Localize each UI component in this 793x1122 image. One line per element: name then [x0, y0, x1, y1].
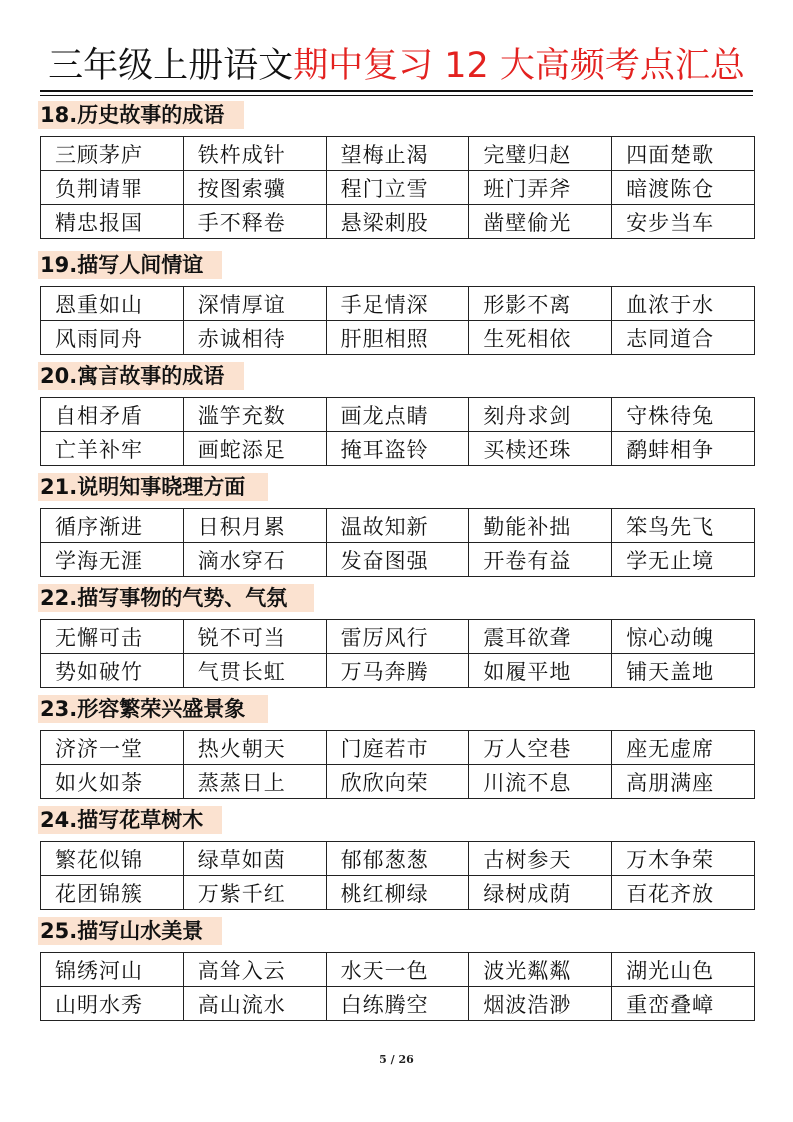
idiom-cell: 按图索骥	[183, 171, 326, 205]
idiom-table	[40, 397, 755, 466]
page-title	[40, 40, 753, 92]
section-heading	[40, 472, 756, 502]
section-heading	[40, 694, 756, 724]
idiom-cell: 发奋图强	[326, 543, 469, 577]
section-heading-text: 21.说明知事晓理方面	[40, 475, 246, 499]
table-row	[41, 171, 755, 205]
idiom-cell: 守株待兔	[612, 398, 755, 432]
section-heading-text: 25.描写山水美景	[40, 919, 204, 943]
idiom-cell: 买椟还珠	[469, 432, 612, 466]
section-heading	[40, 916, 756, 946]
idiom-cell: 精忠报国	[41, 205, 184, 239]
section-8	[40, 916, 756, 1021]
idiom-cell: 形影不离	[469, 287, 612, 321]
table-row	[41, 205, 755, 239]
idiom-cell: 掩耳盗铃	[326, 432, 469, 466]
idiom-cell: 重峦叠嶂	[612, 987, 755, 1021]
idiom-cell: 古树参天	[469, 842, 612, 876]
idiom-cell: 万马奔腾	[326, 654, 469, 688]
idiom-cell: 无懈可击	[41, 620, 184, 654]
idiom-cell: 惊心动魄	[612, 620, 755, 654]
idiom-cell: 湖光山色	[612, 953, 755, 987]
title-grade-part: 三年级上册语文	[48, 46, 294, 86]
idiom-cell: 深情厚谊	[183, 287, 326, 321]
section-heading-text: 19.描写人间情谊	[40, 253, 204, 277]
idiom-cell: 学无止境	[612, 543, 755, 577]
idiom-cell: 刻舟求剑	[469, 398, 612, 432]
idiom-cell: 三顾茅庐	[41, 137, 184, 171]
table-row	[41, 842, 755, 876]
idiom-cell: 日积月累	[183, 509, 326, 543]
idiom-cell: 生死相依	[469, 321, 612, 355]
idiom-cell: 开卷有益	[469, 543, 612, 577]
idiom-cell: 万人空巷	[469, 731, 612, 765]
section-heading	[40, 250, 756, 280]
idiom-cell: 温故知新	[326, 509, 469, 543]
idiom-cell: 烟波浩渺	[469, 987, 612, 1021]
idiom-cell: 勤能补拙	[469, 509, 612, 543]
table-row	[41, 731, 755, 765]
idiom-cell: 负荆请罪	[41, 171, 184, 205]
idiom-cell: 气贯长虹	[183, 654, 326, 688]
idiom-cell: 望梅止渴	[326, 137, 469, 171]
idiom-cell: 滥竽充数	[183, 398, 326, 432]
idiom-cell: 血浓于水	[612, 287, 755, 321]
section-2	[40, 250, 756, 355]
idiom-cell: 波光粼粼	[469, 953, 612, 987]
idiom-cell: 肝胆相照	[326, 321, 469, 355]
idiom-cell: 滴水穿石	[183, 543, 326, 577]
idiom-cell: 万木争荣	[612, 842, 755, 876]
idiom-cell: 百花齐放	[612, 876, 755, 910]
idiom-cell: 赤诚相待	[183, 321, 326, 355]
idiom-cell: 铁杵成针	[183, 137, 326, 171]
idiom-cell: 高朋满座	[612, 765, 755, 799]
table-row	[41, 398, 755, 432]
idiom-cell: 座无虚席	[612, 731, 755, 765]
page-number: 5 / 26	[379, 1053, 414, 1066]
idiom-cell: 郁郁葱葱	[326, 842, 469, 876]
section-3	[40, 361, 756, 466]
idiom-cell: 锐不可当	[183, 620, 326, 654]
section-4	[40, 472, 756, 577]
section-heading	[40, 805, 756, 835]
idiom-cell: 凿壁偷光	[469, 205, 612, 239]
idiom-cell: 山明水秀	[41, 987, 184, 1021]
idiom-cell: 锦绣河山	[41, 953, 184, 987]
idiom-cell: 蒸蒸日上	[183, 765, 326, 799]
idiom-cell: 热火朝天	[183, 731, 326, 765]
table-row	[41, 543, 755, 577]
idiom-cell: 鹬蚌相争	[612, 432, 755, 466]
idiom-cell: 高山流水	[183, 987, 326, 1021]
idiom-cell: 循序渐进	[41, 509, 184, 543]
table-row	[41, 654, 755, 688]
idiom-cell: 高耸入云	[183, 953, 326, 987]
idiom-table	[40, 508, 755, 577]
title-topic-part: 期中复习 12 大高频考点汇总	[293, 46, 745, 86]
idiom-cell: 川流不息	[469, 765, 612, 799]
table-row	[41, 509, 755, 543]
idiom-cell: 水天一色	[326, 953, 469, 987]
idiom-cell: 手足情深	[326, 287, 469, 321]
idiom-cell: 完璧归赵	[469, 137, 612, 171]
table-row	[41, 137, 755, 171]
idiom-cell: 班门弄斧	[469, 171, 612, 205]
section-heading-text: 20.寓言故事的成语	[40, 364, 225, 388]
table-row	[41, 620, 755, 654]
idiom-cell: 自相矛盾	[41, 398, 184, 432]
section-heading	[40, 583, 756, 613]
table-row	[41, 321, 755, 355]
table-row	[41, 432, 755, 466]
idiom-cell: 震耳欲聋	[469, 620, 612, 654]
table-row	[41, 987, 755, 1021]
section-7	[40, 805, 756, 910]
idiom-cell: 程门立雪	[326, 171, 469, 205]
section-heading-text: 18.历史故事的成语	[40, 103, 225, 127]
table-row	[41, 765, 755, 799]
idiom-cell: 济济一堂	[41, 731, 184, 765]
idiom-cell: 欣欣向荣	[326, 765, 469, 799]
idiom-cell: 绿树成荫	[469, 876, 612, 910]
title-underline-thick	[40, 90, 753, 92]
idiom-table	[40, 619, 755, 688]
idiom-cell: 白练腾空	[326, 987, 469, 1021]
title-underline-thin	[40, 95, 753, 96]
idiom-cell: 桃红柳绿	[326, 876, 469, 910]
idiom-cell: 恩重如山	[41, 287, 184, 321]
section-heading	[40, 100, 756, 130]
idiom-cell: 悬梁刺股	[326, 205, 469, 239]
idiom-cell: 志同道合	[612, 321, 755, 355]
idiom-cell: 笨鸟先飞	[612, 509, 755, 543]
idiom-cell: 势如破竹	[41, 654, 184, 688]
section-heading-text: 24.描写花草树木	[40, 808, 204, 832]
idiom-cell: 绿草如茵	[183, 842, 326, 876]
section-1	[40, 100, 756, 239]
idiom-cell: 亡羊补牢	[41, 432, 184, 466]
idiom-cell: 如火如荼	[41, 765, 184, 799]
idiom-cell: 画蛇添足	[183, 432, 326, 466]
section-heading-text: 23.形容繁荣兴盛景象	[40, 697, 246, 721]
idiom-table	[40, 136, 755, 239]
idiom-cell: 四面楚歌	[612, 137, 755, 171]
idiom-cell: 暗渡陈仓	[612, 171, 755, 205]
idiom-cell: 画龙点睛	[326, 398, 469, 432]
idiom-cell: 风雨同舟	[41, 321, 184, 355]
idiom-cell: 门庭若市	[326, 731, 469, 765]
idiom-cell: 繁花似锦	[41, 842, 184, 876]
table-row	[41, 876, 755, 910]
idiom-cell: 铺天盖地	[612, 654, 755, 688]
idiom-cell: 如履平地	[469, 654, 612, 688]
idiom-table	[40, 730, 755, 799]
section-heading-text: 22.描写事物的气势、气氛	[40, 586, 288, 610]
section-5	[40, 583, 756, 688]
table-row	[41, 287, 755, 321]
section-heading	[40, 361, 756, 391]
idiom-cell: 花团锦簇	[41, 876, 184, 910]
table-row	[41, 953, 755, 987]
idiom-cell: 手不释卷	[183, 205, 326, 239]
idiom-table	[40, 952, 755, 1021]
idiom-table	[40, 841, 755, 910]
idiom-cell: 万紫千红	[183, 876, 326, 910]
idiom-cell: 安步当车	[612, 205, 755, 239]
idiom-cell: 学海无涯	[41, 543, 184, 577]
idiom-cell: 雷厉风行	[326, 620, 469, 654]
idiom-table	[40, 286, 755, 355]
section-6	[40, 694, 756, 799]
